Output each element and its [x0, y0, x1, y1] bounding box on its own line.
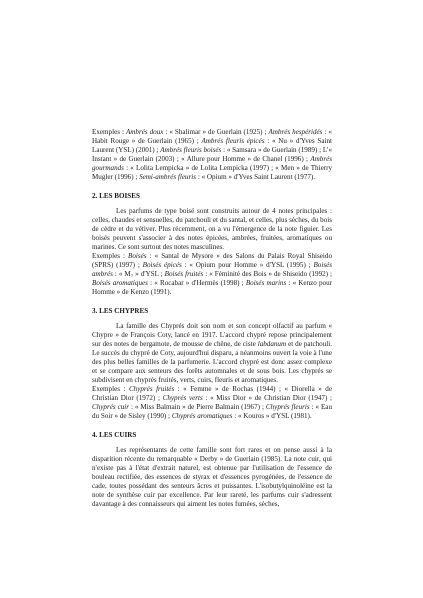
- italic-term: Ambrés fleuris épicés: [201, 137, 265, 146]
- italic-term: Boisés aromatiques: [92, 279, 148, 288]
- text-run: Les représentants de cette famille sont fort rares et on pense aussi à la disparition récente du remarquable « Derby » de Guerlain (1985). La note cuir, qui n'existe pas à l'état d'extrait naturel, est obtenue par l'utilisation de l'essence de bouleau rectifiée, des essences de styrax et d'essences pyrogénées, de l'essence de cade, toutes possédant des senteurs âcres et puissantes. L'isobutylquinoléine est la note de synthèse cuir par excellence. Par leur rareté, les parfums cuir s'adressent davantage à des connaisseurs qui aiment les notes fumées, sèches,: [92, 445, 332, 509]
- text-run: Exemples :: [92, 128, 126, 136]
- text-run: et de patchouli. Le succès du chypré de Coty, aujourd'hui disparu, a néanmoins ouvert la voie à l'une des plus belles familles de la parfumerie. L'accord chypré est donc assez complexe et se compare aux senteurs des forêts automnales et de sous bois. Les chyprés se subdivisent en chyprés fruités, verts, cuirs, fleuris et aromatiques.: [92, 339, 332, 385]
- section-heading: 2. LES BOISES: [92, 191, 140, 200]
- text-run: : « Santal de Mysore » des Salons du Palais Royal Shiseido (SPRS) (1997) ;: [92, 252, 332, 270]
- section-heading: 4. LES CUIRS: [92, 430, 137, 439]
- text-run: : « Eau du Soir » de Sisley (1990) ;: [92, 403, 332, 421]
- text-run: : « Opium » d'Yves Saint Laurent (1977).: [196, 173, 316, 182]
- text-run: : « Shalimar » de Guerlain (1925) ;: [163, 128, 269, 136]
- text-run: : « Nu » d'Yves Saint Laurent (YSL) (2001) ;: [92, 137, 333, 155]
- document-page: [92, 128, 332, 509]
- italic-term: Ambrés fleuris boisés: [160, 146, 222, 155]
- text-run: : « Féminité des Bois » de Shiseido (1992) ;: [203, 270, 333, 279]
- text-run: : « Opium pour Homme » d'YSL (1995) ;: [181, 261, 314, 270]
- text-run: : « Miss Dior » de Christian Dior (1947) ;: [202, 394, 332, 403]
- italic-term: Ambrés hespéridés: [268, 128, 323, 136]
- italic-term: Chyprés aromatiques: [171, 412, 233, 421]
- section-chypres: [92, 307, 332, 422]
- text-run: : « Kenzo pour Homme » de Kenzo (1991).: [92, 279, 332, 297]
- text-run: Les parfums de type boisé sont construits autour de 4 notes principales : celles, chaudes et sensuelles, du patchouli et du santal, et celles, plus sèches, du bois de cèdre et du vétiver. Plus récemment, on a vu l'émergence de la note figuier. Les boisés peuvent s'associer à des notes épicées, ambrées, fruitées, aromatiques ou marines. Ce sont surtout des notes masculines.: [92, 206, 332, 251]
- italic-term: labdanum: [257, 339, 287, 348]
- italic-term: Boisés marins: [245, 279, 287, 288]
- text-run: : « Rocabar » d'Hermès (1998) ;: [147, 279, 246, 288]
- italic-term: Chyprés fleuris: [265, 403, 310, 412]
- italic-term: Ambrés gourmands: [92, 155, 332, 173]
- text-run: : « Kouros » d'YSL (1981).: [232, 412, 312, 421]
- section-cuirs: [92, 431, 332, 510]
- italic-term: Chyprés fruités: [128, 385, 175, 394]
- text-run: Exemples :: [92, 385, 129, 394]
- section-body: [92, 322, 332, 386]
- italic-term: Boisés épicés: [142, 261, 182, 270]
- text-run: : « Habit Rouge » de Guerlain (1965) ;: [92, 128, 332, 146]
- italic-term: Boisés ambrés: [92, 261, 332, 279]
- italic-term: Chyprés verts: [162, 394, 203, 403]
- italic-term: Ambrés doux: [125, 128, 164, 136]
- italic-term: Boisés: [128, 252, 147, 261]
- section-boises: [92, 192, 332, 298]
- italic-term: Boisés fruités: [164, 270, 204, 279]
- text-run: : « M₇ » d'YSL ;: [112, 270, 165, 279]
- section-examples: [92, 252, 332, 297]
- text-run: : « Femme » de Rochas (1944) ; « Diorella » de Christian Dior (1972) ;: [92, 385, 332, 403]
- italic-term: Semi-ambrés fleuris: [139, 173, 197, 182]
- text-run: Exemples :: [92, 252, 129, 261]
- intro-examples: [92, 128, 332, 183]
- section-body: [92, 446, 332, 510]
- text-run: : « Miss Balmain » de Pierre Balmain (1967) ;: [129, 403, 266, 412]
- section-body: [92, 207, 332, 252]
- text-run: : « Lolita Lempicka » de Lolita Lempicka (1997) ; « Men » de Thierry Mugler (1996) ;: [92, 164, 332, 182]
- text-run: La famille des Chyprés doit son nom et son concept olfactif au parfum « Chypre » de François Coty, lancé en 1917. L'accord chypré repose principalement sur des notes de bergamote, de mousse de chêne, de ciste: [92, 321, 332, 348]
- section-examples: [92, 385, 332, 421]
- section-heading: 3. LES CHYPRES: [92, 306, 149, 315]
- text-run: : « Samsara » de Guerlain (1989) ; L'« Instant » de Guerlain (2003) ; « Allure pour Homme » de Chanel (1996) ;: [92, 146, 332, 164]
- italic-term: Chyprés cuir: [92, 403, 130, 412]
